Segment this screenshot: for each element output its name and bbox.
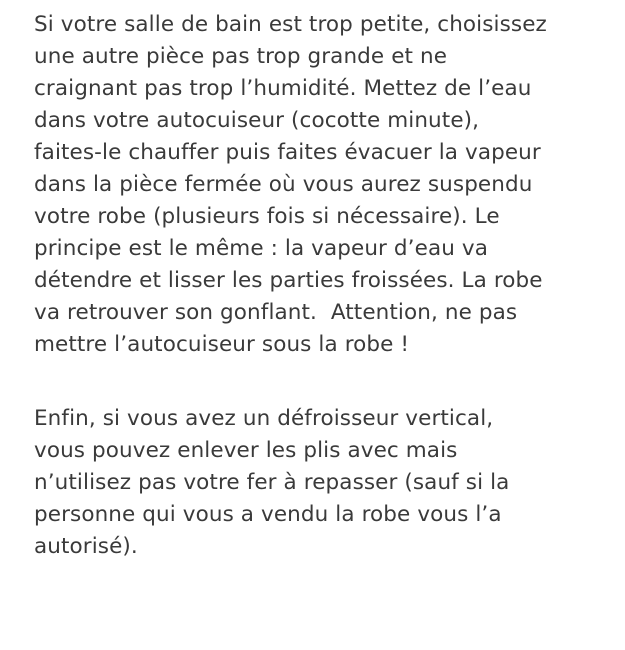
text-line: dans la pièce fermée où vous aurez suspendu — [34, 172, 533, 197]
text-line: personne qui vous a vendu la robe vous l’a — [34, 502, 502, 527]
text-line: va retrouver son gonflant. Attention, ne pas — [34, 300, 518, 325]
text-line: Si votre salle de bain est trop petite, choisissez — [34, 12, 547, 37]
text-line: une autre pièce pas trop grande et ne — [34, 44, 448, 69]
text-line: mettre l’autocuiseur sous la robe ! — [34, 332, 410, 357]
text-line: dans votre autocuiseur (cocotte minute), — [34, 108, 480, 133]
text-line: détendre et lisser les parties froissées. La robe — [34, 268, 543, 293]
text-line: principe est le même : la vapeur d’eau va — [34, 236, 488, 261]
paragraph-steam-method — [34, 9, 604, 361]
text-line: autorisé). — [34, 534, 138, 559]
text-line: votre robe (plusieurs fois si nécessaire). Le — [34, 204, 500, 229]
paragraph-steamer-advice — [34, 403, 604, 563]
text-line: vous pouvez enlever les plis avec mais — [34, 438, 458, 463]
text-line: faites-le chauffer puis faites évacuer la vapeur — [34, 140, 541, 165]
text-line: craignant pas trop l’humidité. Mettez de l’eau — [34, 76, 532, 101]
text-line: n’utilisez pas votre fer à repasser (sauf si la — [34, 470, 510, 495]
text-line: Enfin, si vous avez un défroisseur vertical, — [34, 406, 494, 431]
